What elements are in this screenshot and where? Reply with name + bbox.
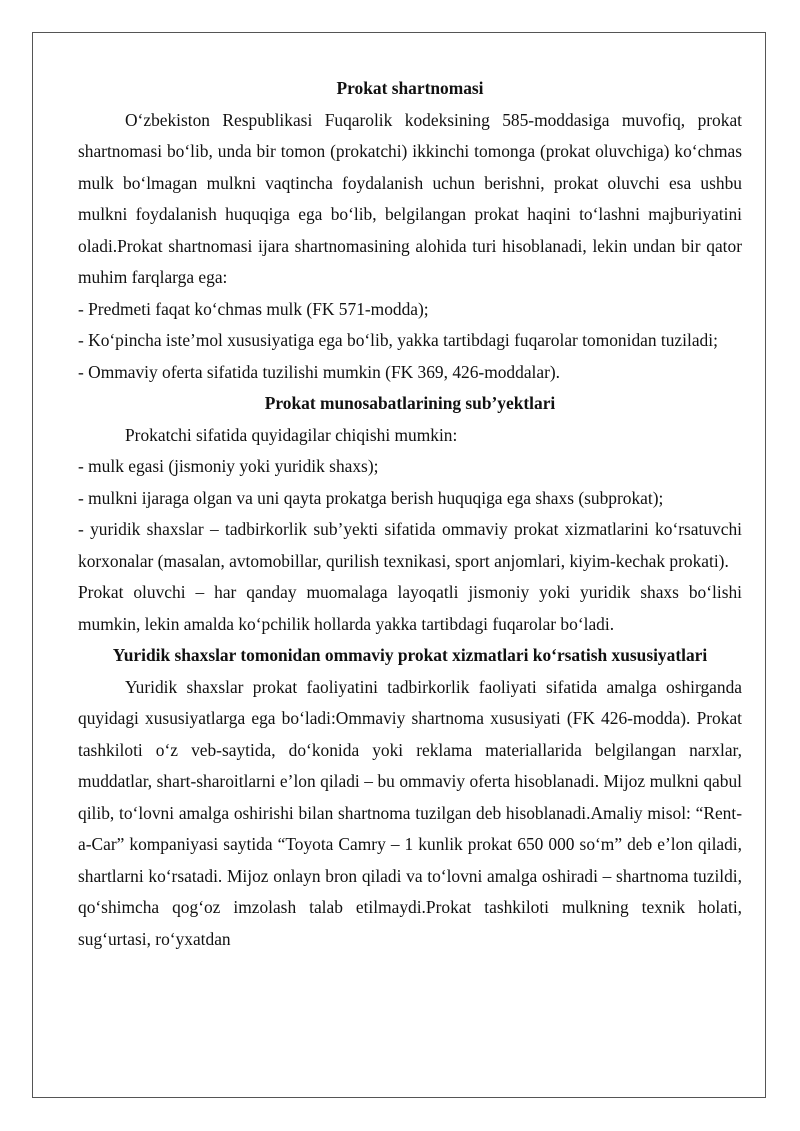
difference-item: - Ommaviy oferta sifatida tuzilishi mumkin (FK 369, 426-moddalar). <box>78 361 561 382</box>
document-title: Prokat shartnomasi <box>336 78 484 98</box>
section-body: Yuridik shaxslar prokat faoliyatini tadbirkorlik faoliyati sifatida amalga oshirganda quyidagi xususiyatlarga ega bo‘ladi:Ommaviy shartnoma xususiyati (FK 426-modda). Prokat tashkiloti o‘z veb-saytida, do‘konida yoki reklama materiallarida belgilangan narxlar, muddatlar, shart-sharoitlarni e’lon qiladi – bu ommaviy oferta hisoblanadi. Mijoz mulkni qabul qilib, to‘lovni amalga oshirishi bilan shartnoma tuzilgan deb hisoblanadi.Amaliy misol: “Rent-a-Car” kompaniyasi saytida “Toyota Camry – 1 kunlik prokat 650 000 so‘m” deb e’lon qiladi, shartlarni ko‘rsatadi. Mijoz onlayn bron qiladi va to‘lovni amalga oshiradi – shartnoma tuzildi, qo‘shimcha qog‘oz imzolash talab etilmaydi.Prokat tashkiloti mulkning texnik holati, sug‘urtasi, ro‘yxatdan <box>78 676 742 949</box>
list-item: - mulkni ijaraga olgan va uni qayta prokatga berish huquqiga ega shaxs (subprokat); <box>78 487 664 508</box>
difference-item: - Ko‘pincha iste’mol xususiyatiga ega bo‘lib, yakka tartibdagi fuqarolar tomonidan tuziladi; <box>78 330 718 350</box>
section-note: Prokat oluvchi – har qanday muomalaga layoqatli jismoniy yoki yuridik shaxs bo‘lishi mumkin, lekin amalda ko‘pchilik hollarda yakka tartibdagi fuqarolar bo‘ladi. <box>78 582 742 634</box>
document-body <box>78 73 742 955</box>
list-item: - yuridik shaxslar – tadbirkorlik sub’yekti sifatida ommaviy prokat xizmatlarini ko‘rsatuvchi korxonalar (masalan, avtomobillar, qurilish texnikasi, sport anjomlari, kiyim-kechak prokati). <box>78 519 742 571</box>
list-item: - mulk egasi (jismoniy yoki yuridik shaxs); <box>78 456 379 476</box>
section-heading-subjects: Prokat munosabatlarining sub’yektlari <box>264 393 556 413</box>
section-heading-public-rental: Yuridik shaxslar tomonidan ommaviy prokat xizmatlari ko‘rsatish xususiyatlari <box>112 645 708 665</box>
difference-item: - Predmeti faqat ko‘chmas mulk (FK 571-modda); <box>78 298 429 319</box>
section-intro: Prokatchi sifatida quyidagilar chiqishi mumkin: <box>125 424 458 445</box>
intro-paragraph: O‘zbekiston Respublikasi Fuqarolik kodeksining 585-moddasiga muvofiq, prokat shartnomasi bo‘lib, unda bir tomon (prokatchi) ikkinchi tomonga (prokat oluvchiga) ko‘chmas mulk bo‘lmagan mulkni vaqtincha foydalanish uchun berishni, prokat oluvchi esa ushbu mulkni foydalanish huquqiga ega bo‘lib, belgilangan prokat haqini to‘lashni majburiyatini oladi.Prokat shartnomasi ijara shartnomasining alohida turi hisoblanadi, lekin undan bir qator muhim farqlarga ega: <box>78 109 742 287</box>
